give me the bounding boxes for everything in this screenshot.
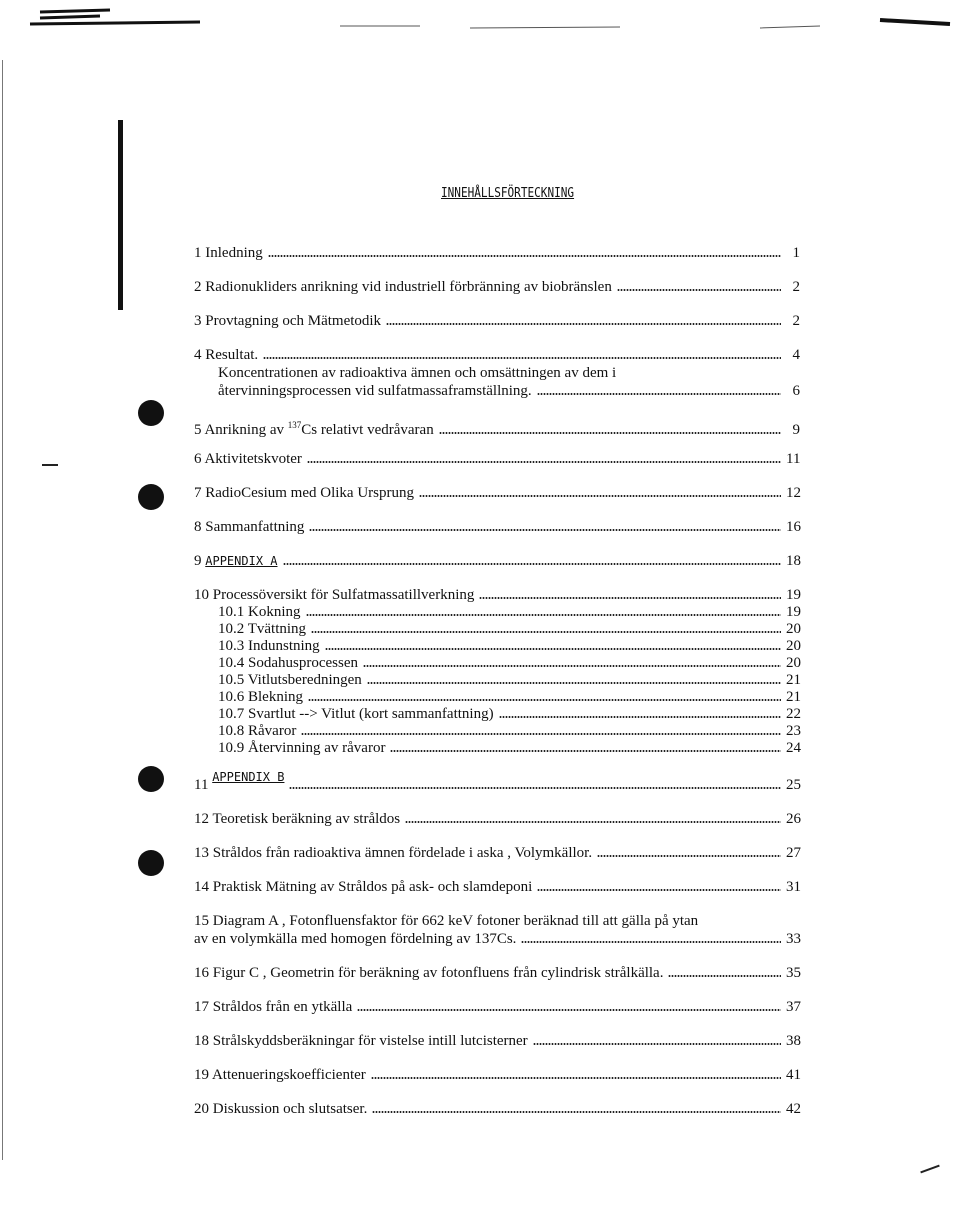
dot-leader xyxy=(263,356,781,360)
dot-leader xyxy=(372,1110,781,1114)
entry-label: Svartlut --> Vitlut (kort sammanfattning) xyxy=(248,706,494,722)
dot-leader xyxy=(419,494,781,498)
entry-label: av en volymkälla med homogen fördelning av 137Cs. xyxy=(194,931,517,947)
toc-entry-9: 9 APPENDIX A 18 xyxy=(194,553,801,569)
entry-label: Kokning xyxy=(248,604,301,620)
dot-leader xyxy=(308,698,781,702)
entry-label: Praktisk Mätning av Stråldos på ask- och slamdeponi xyxy=(212,879,533,895)
page-number: 2 xyxy=(792,279,800,295)
toc-entry-10-6: 10.6 Blekning 21 xyxy=(218,689,801,705)
page-number: 21 xyxy=(786,672,801,688)
dot-leader xyxy=(268,254,781,258)
toc-entry-10-5: 10.5 Vitlutsberedningen 21 xyxy=(218,672,801,688)
dot-leader xyxy=(289,786,781,790)
dot-leader xyxy=(307,460,781,464)
page-number: 6 xyxy=(792,383,800,399)
dot-leader xyxy=(306,613,782,617)
page-number: 21 xyxy=(786,689,801,705)
dot-leader xyxy=(367,681,781,685)
dot-leader xyxy=(479,596,781,600)
toc-entry-8: 8 Sammanfattning 16 xyxy=(194,519,801,535)
entry-label: Figur C , Geometrin för beräkning av fotonfluens från cylindrisk strålkälla. xyxy=(212,965,664,981)
page-number: 25 xyxy=(786,777,801,793)
punch-hole xyxy=(138,484,164,510)
dot-leader xyxy=(439,431,781,435)
page-number: 41 xyxy=(786,1067,801,1083)
page-number: 31 xyxy=(786,879,801,895)
entry-label: Resultat. xyxy=(205,347,259,363)
page-number: 38 xyxy=(786,1033,801,1049)
page-number: 19 xyxy=(786,587,801,603)
dot-leader xyxy=(533,1042,781,1046)
punch-hole xyxy=(138,850,164,876)
toc-entry-1: 1 Inledning 1 xyxy=(194,245,800,261)
page-number: 24 xyxy=(786,740,801,756)
entry-label: Sodahusprocessen xyxy=(248,655,358,671)
page-number: 4 xyxy=(792,347,800,363)
entry-label: Diagram A , Fotonfluensfaktor för 662 keV fotoner beräknad till att gälla på ytan xyxy=(212,913,699,929)
toc-entry-10-7: 10.7 Svartlut --> Vitlut (kort sammanfattning) 22 xyxy=(218,706,801,722)
entry-label: APPENDIX B xyxy=(212,770,285,784)
toc-entry-6: 6 Aktivitetskvoter 11 xyxy=(194,451,801,467)
dot-leader xyxy=(521,940,781,944)
toc-entry-10-8: 10.8 Råvaror 23 xyxy=(218,723,801,739)
page-number: 20 xyxy=(786,638,801,654)
toc-entry-15-cont xyxy=(194,930,800,948)
page-number: 18 xyxy=(786,553,801,569)
toc-entry-13: 13 Stråldos från radioaktiva ämnen fördelade i aska , Volymkällor. 27 xyxy=(194,845,801,861)
dot-leader xyxy=(597,854,781,858)
page-number: 20 xyxy=(786,621,801,637)
entry-label: Tvättning xyxy=(247,621,307,637)
page-number: 42 xyxy=(786,1101,801,1117)
page-number: 23 xyxy=(786,723,801,739)
entry-label: återvinningsprocessen vid sulfatmassaframställning. xyxy=(218,383,532,399)
entry-label: Provtagning och Mätmetodik xyxy=(205,313,382,329)
entry-label: Råvaror xyxy=(248,723,297,739)
page-number: 11 xyxy=(786,451,801,467)
toc-entry-2: 2 Radionukliders anrikning vid industriell förbränning av biobränslen 2 xyxy=(194,279,800,295)
toc-entry-12: 12 Teoretisk beräkning av stråldos 26 xyxy=(194,811,801,827)
toc-entry-18: 18 Strålskyddsberäkningar för vistelse intill lutcisterner 38 xyxy=(194,1033,801,1049)
scan-mark xyxy=(920,1165,939,1174)
dot-leader xyxy=(386,322,781,326)
page-title: INNEHÅLLSFÖRTECKNING xyxy=(441,186,575,201)
scan-mark xyxy=(42,464,58,466)
binding-bar-lower xyxy=(120,280,122,310)
entry-label: Vitlutsberedningen xyxy=(247,672,362,688)
dot-leader xyxy=(357,1008,781,1012)
page-number: 19 xyxy=(786,604,801,620)
toc-entry-10-9: 10.9 Återvinning av råvaror 24 xyxy=(218,740,801,756)
page-number: 16 xyxy=(786,519,801,535)
toc-entry-15: 15 Diagram A , Fotonfluensfaktor för 662 keV fotoner beräknad till att gälla på ytan xyxy=(194,913,699,929)
toc-entry-16: 16 Figur C , Geometrin för beräkning av fotonfluens från cylindrisk strålkälla. 35 xyxy=(194,965,801,981)
page-number: 20 xyxy=(786,655,801,671)
toc-entry-5: 5 Anrikning av $^{137}$Cs relativt vedråvaran 9 xyxy=(194,420,800,438)
page-number: 26 xyxy=(786,811,801,827)
page-number: 27 xyxy=(786,845,801,861)
entry-label: Processöversikt för Sulfatmassatillverkning xyxy=(212,587,475,603)
dot-leader xyxy=(390,749,781,753)
dot-leader xyxy=(363,664,781,668)
page-number: 2 xyxy=(792,313,800,329)
entry-label: Attenueringskoefficienter xyxy=(211,1067,366,1083)
entry-label: Indunstning xyxy=(248,638,320,654)
toc-entry-4: 4 Resultat. 4 xyxy=(194,347,800,363)
toc-entry-10-4: 10.4 Sodahusprocessen 20 xyxy=(218,655,801,671)
toc-entry-11: 11 $^{APPENDIX B}$ 25 xyxy=(194,770,801,793)
entry-label: APPENDIX A xyxy=(205,554,278,568)
page-number: 22 xyxy=(786,706,801,722)
toc-entry-4-sub xyxy=(218,382,800,400)
toc-entry-10: 10 Processöversikt för Sulfatmassatillverkning 19 xyxy=(194,587,801,603)
page-number: 35 xyxy=(786,965,801,981)
toc-entry-10-1: 10.1 Kokning 19 xyxy=(218,604,801,620)
dot-leader xyxy=(537,888,781,892)
dot-leader xyxy=(617,288,781,292)
dot-leader xyxy=(311,630,781,634)
page-number: 12 xyxy=(786,485,801,501)
toc-entry-7: 7 RadioCesium med Olika Ursprung 12 xyxy=(194,485,801,501)
entry-label: Stråldos från en ytkälla xyxy=(212,999,353,1015)
entry-label: Blekning xyxy=(248,689,303,705)
page-number: 9 xyxy=(792,422,800,438)
toc-entry-3: 3 Provtagning och Mätmetodik 2 xyxy=(194,313,800,329)
page-number: 1 xyxy=(792,245,800,261)
toc-entry-19: 19 Attenueringskoefficienter 41 xyxy=(194,1067,801,1083)
toc-entry-17: 17 Stråldos från en ytkälla 37 xyxy=(194,999,801,1015)
toc-entry-10-3: 10.3 Indunstning 20 xyxy=(218,638,801,654)
entry-label: Aktivitetskvoter xyxy=(204,451,302,467)
entry-label: Diskussion och slutsatser. xyxy=(212,1101,368,1117)
entry-label: RadioCesium med Olika Ursprung xyxy=(205,485,414,501)
page-number: 33 xyxy=(786,931,801,947)
page-number: 37 xyxy=(786,999,801,1015)
scan-edge-line xyxy=(2,60,3,1160)
dot-leader xyxy=(325,647,781,651)
entry-label: Återvinning av råvaror xyxy=(248,740,386,756)
punch-hole xyxy=(138,400,164,426)
dot-leader xyxy=(371,1076,781,1080)
dot-leader xyxy=(309,528,781,532)
punch-hole xyxy=(138,766,164,792)
entry-label: Stråldos från radioaktiva ämnen fördelade i aska , Volymkällor. xyxy=(212,845,593,861)
toc-entry-14: 14 Praktisk Mätning av Stråldos på ask- och slamdeponi 31 xyxy=(194,879,801,895)
entry-continuation: Koncentrationen av radioaktiva ämnen och omsättningen av dem i xyxy=(218,365,617,381)
entry-label: Teoretisk beräkning av stråldos xyxy=(212,811,401,827)
dot-leader xyxy=(301,732,781,736)
dot-leader xyxy=(283,562,782,566)
dot-leader xyxy=(499,715,781,719)
entry-label: Inledning xyxy=(205,245,263,261)
scan-header-artifacts xyxy=(0,0,960,40)
entry-label: Radionukliders anrikning vid industriell förbränning av biobränslen xyxy=(205,279,612,295)
dot-leader xyxy=(668,974,781,978)
entry-label: Sammanfattning xyxy=(205,519,305,535)
dot-leader xyxy=(405,820,781,824)
toc-entry-10-2: 10.2 Tvättning 20 xyxy=(218,621,801,637)
toc-entry-20: 20 Diskussion och slutsatser. 42 xyxy=(194,1101,801,1117)
entry-label: Strålskyddsberäkningar för vistelse intill lutcisterner xyxy=(212,1033,528,1049)
dot-leader xyxy=(537,392,781,396)
